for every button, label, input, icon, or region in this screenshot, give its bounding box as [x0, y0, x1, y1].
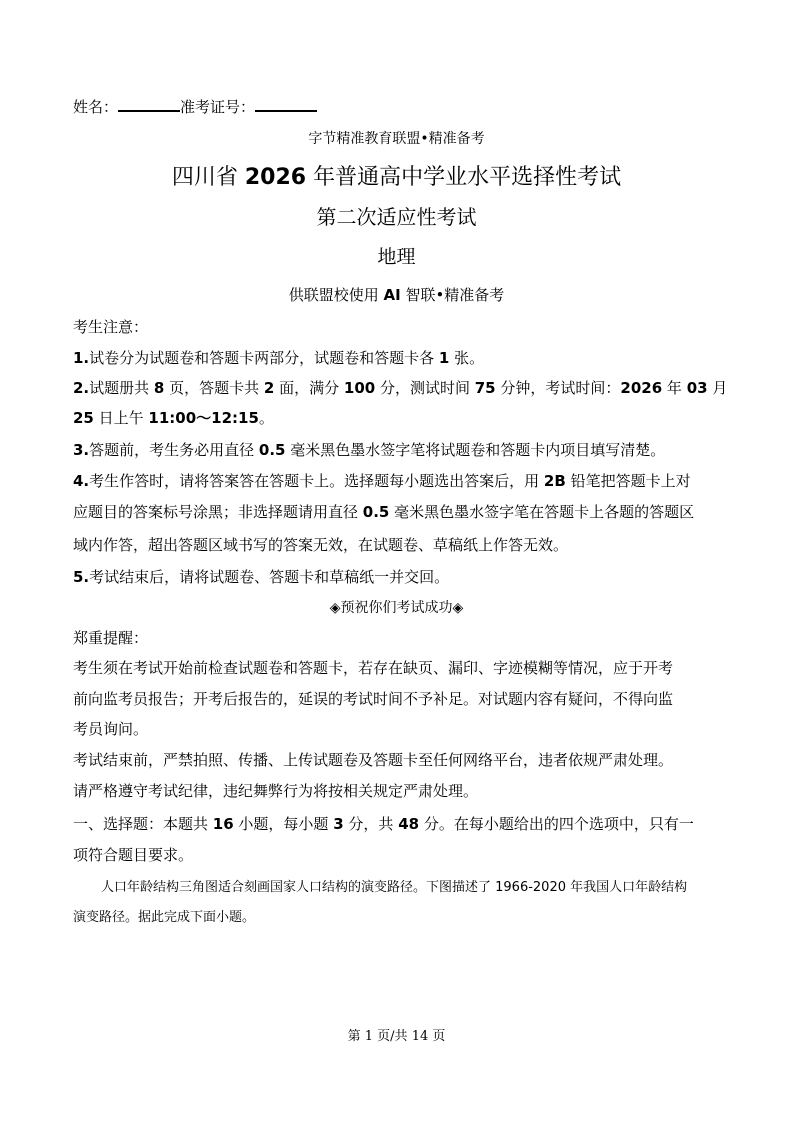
notice-item-2-cont: 25 日上午 11:00～12:15。 — [73, 409, 274, 427]
org-line: 字节精准教育联盟•精准备考 — [308, 131, 485, 147]
name-id-header — [73, 96, 317, 117]
wish-line: ◈预祝你们考试成功◈ — [329, 600, 464, 616]
page-number: 1 — [364, 1029, 374, 1044]
reminder-line-1: 考生须在考试开始前检查试题卷和答题卡，若存在缺页、漏印、字迹模糊等情况，应于开考 — [73, 659, 674, 677]
page-title: 四川省 2026 年普通高中学业水平选择性考试 — [171, 165, 622, 190]
reminder-line-2: 前向监考员报告；开考后报告的，延误的考试时间不予补足。对试题内容有疑问，不得向监 — [73, 690, 674, 708]
notice-item-2: 2.试题册共 8 页，答题卡共 2 面，满分 100 分，测试时间 75 分钟，考试时间：2026 年 03 月 — [73, 379, 728, 397]
notice-item-3: 3.答题前，考生务必用直径 0.5 毫米黑色墨水签字笔将试题卷和答题卡内项目填写清楚。 — [73, 441, 666, 459]
reminder-line-4: 考试结束前，严禁拍照、传播、上传试题卷及答题卡至任何网络平台，违者依规严肃处理。 — [73, 751, 674, 769]
id-label: 准考证号： — [180, 98, 256, 116]
name-label: 姓名： — [73, 98, 119, 116]
question-intro: 人口年龄结构三角图适合刻画国家人口结构的演变路径。下图描述了 1966-2020 年我国人口年龄结构 — [101, 880, 688, 895]
notice-item-1: 1.试卷分为试题卷和答题卡两部分，试题卷和答题卡各 1 张。 — [73, 349, 485, 367]
question-intro-line-2: 演变路径。据此完成下面小题。 — [73, 910, 256, 925]
notice-item-4: 4.考生作答时，请将答案答在答题卡上。选择题每小题选出答案后，用 2B 铅笔把答题卡上对 — [73, 472, 691, 490]
name-blank — [118, 98, 180, 112]
usage-line: 供联盟校使用 AI 智联•精准备考 — [288, 286, 505, 304]
reminder-heading: 郑重提醒： — [73, 629, 149, 647]
section-heading: 一、选择题：本题共 16 小题，每小题 3 分，共 48 分。在每小题给出的四个选项中，只有一 — [73, 815, 694, 833]
section-heading-line-2: 项符合题目要求。 — [73, 846, 194, 864]
page-total: 14 — [411, 1029, 429, 1044]
notice-heading: 考生注意： — [73, 318, 149, 336]
notice-item-4-line-3: 域内作答，超出答题区域书写的答案无效，在试题卷、草稿纸上作答无效。 — [73, 536, 569, 554]
reminder-line-3: 考员询问。 — [73, 720, 149, 738]
notice-item-4-line-2: 应题目的答案标号涂黑；非选择题请用直径 0.5 毫米黑色墨水签字笔在答题卡上各题的答题区 — [73, 503, 695, 521]
subject-title: 地理 — [377, 246, 416, 268]
page-subtitle: 第二次适应性考试 — [316, 205, 477, 229]
notice-item-5: 5.考试结束后，请将试题卷、答题卡和草稿纸一并交回。 — [73, 568, 450, 586]
page-footer: 第 1 页/共 14 页 — [347, 1029, 446, 1044]
reminder-line-5: 请严格遵守考试纪律，违纪舞弊行为将按相关规定严肃处理。 — [73, 782, 479, 800]
id-blank — [255, 98, 317, 112]
